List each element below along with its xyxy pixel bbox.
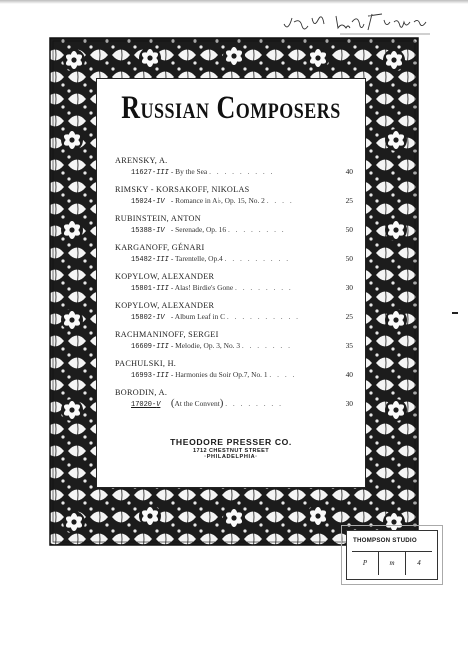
leader-dots: . . . . . . .: [241, 341, 292, 350]
leader-dots: . . . . . . . . .: [224, 254, 291, 263]
piece-title: Harmonies du Soir Op.7, No. 1: [175, 370, 268, 379]
price: 40: [345, 370, 353, 379]
leader-dots: . . . . . . . . .: [209, 167, 275, 176]
leader-dots: . . . . . . . . . .: [226, 312, 301, 321]
composer-name: PACHULSKI, H.: [115, 359, 177, 368]
list-item: [115, 301, 353, 330]
entry-list: [115, 156, 353, 417]
content-panel: [96, 78, 366, 488]
piece-title: Serenade, Op. 16: [175, 225, 227, 234]
price: 50: [345, 225, 353, 234]
catalog-number: 17020-V: [131, 401, 161, 409]
catalog-number: 15802-IV: [131, 314, 165, 322]
piece-line: 15802-IV - Album Leaf in C . . . . . . . . . . 25: [131, 312, 353, 322]
leader-dots: . . . . . . . .: [235, 283, 293, 292]
piece-title: By the Sea: [175, 167, 208, 176]
list-item: [115, 359, 353, 388]
piece-line: 17020-V (At the Convent) . . . . . . . . 30: [131, 397, 353, 409]
price: 25: [345, 196, 353, 205]
list-item: [115, 243, 353, 272]
composer-name: BORODIN, A.: [115, 388, 168, 397]
stamp-cell: P: [352, 551, 379, 575]
stamp-title: THOMPSON STUDIO: [353, 537, 417, 544]
leader-dots: . . . .: [266, 196, 294, 205]
piece-line: 16993-III - Harmonies du Soir Op.7, No. 1 . . . . 40: [131, 370, 353, 380]
composer-name: ARENSKY, A.: [115, 156, 168, 165]
composer-name: KARGANOFF, GÉNARI: [115, 243, 205, 252]
piece-title: Alas! Birdie's Gone: [174, 283, 234, 292]
piece-title: Romance in A♭, Op. 15, No. 2: [175, 196, 265, 205]
piece-title: Melodie, Op. 3, No. 3: [175, 341, 241, 350]
stamp-cell: 4: [417, 559, 421, 567]
composer-name: KOPYLOW, ALEXANDER: [115, 272, 215, 281]
price: 50: [345, 254, 353, 263]
list-item: [115, 330, 353, 359]
price: 40: [345, 167, 353, 176]
composer-name: KOPYLOW, ALEXANDER: [115, 301, 215, 310]
publisher-city: ·PHILADELPHIA·: [204, 454, 258, 460]
list-item: [115, 272, 353, 301]
composer-name: RUBINSTEIN, ANTON: [115, 214, 201, 223]
stamp-cells: [352, 551, 432, 575]
piece-title: Album Leaf in C: [174, 312, 226, 321]
catalog-number: 15482-III: [131, 256, 169, 264]
piece-line: 15024-IV - Romance in A♭, Op. 15, No. 2 . . . . 25: [131, 196, 353, 206]
composer-name: RIMSKY - KORSAKOFF, NIKOLAS: [115, 185, 250, 194]
price: 35: [345, 341, 353, 350]
list-item: [115, 156, 353, 185]
piece-line: 15482-III - Tarentelle, Op.4 . . . . . . . . . 50: [131, 254, 353, 264]
piece-line: 16609-III - Melodie, Op. 3, No. 3 . . . . . . . 35: [131, 341, 353, 351]
price: 25: [345, 312, 353, 321]
piece-title: Tarentelle, Op.4: [175, 254, 223, 263]
catalog-number: 16609-III: [131, 343, 169, 351]
piece-line: 15801-III - Alas! Birdie's Gone . . . . . . . . 30: [131, 283, 353, 293]
leader-dots: . . . . . . . .: [225, 399, 283, 408]
catalog-number: 15388-IV: [131, 227, 165, 235]
leader-dots: . . . . . . . .: [227, 225, 286, 234]
list-item: [115, 214, 353, 243]
price: 30: [345, 399, 353, 408]
publisher-block: [97, 437, 365, 460]
catalog-number: 15024-IV: [131, 198, 165, 206]
composer-name: RACHMANINOFF, SERGEI: [115, 330, 219, 339]
studio-stamp: [346, 530, 438, 580]
list-item: [115, 388, 353, 417]
margin-mark: [452, 312, 458, 314]
piece-title: At the Convent: [174, 399, 220, 408]
piece-line: 15388-IV - Serenade, Op. 16 . . . . . . . . 50: [131, 225, 353, 235]
price: 30: [345, 283, 353, 292]
publisher-address: 1712 CHESTNUT STREET: [192, 448, 270, 454]
list-item: [115, 185, 353, 214]
catalog-number: 16993-III: [131, 372, 169, 380]
page-title: Russian Composers: [121, 89, 341, 126]
stamp-cell: m: [379, 551, 406, 575]
publisher-name: THEODORE PRESSER CO.: [170, 437, 292, 447]
catalog-number: 15801-III: [131, 285, 169, 293]
leader-dots: . . . .: [269, 370, 297, 379]
piece-line: 11627-III - By the Sea . . . . . . . . . 40: [131, 167, 353, 177]
catalog-number: 11627-III: [131, 169, 169, 177]
